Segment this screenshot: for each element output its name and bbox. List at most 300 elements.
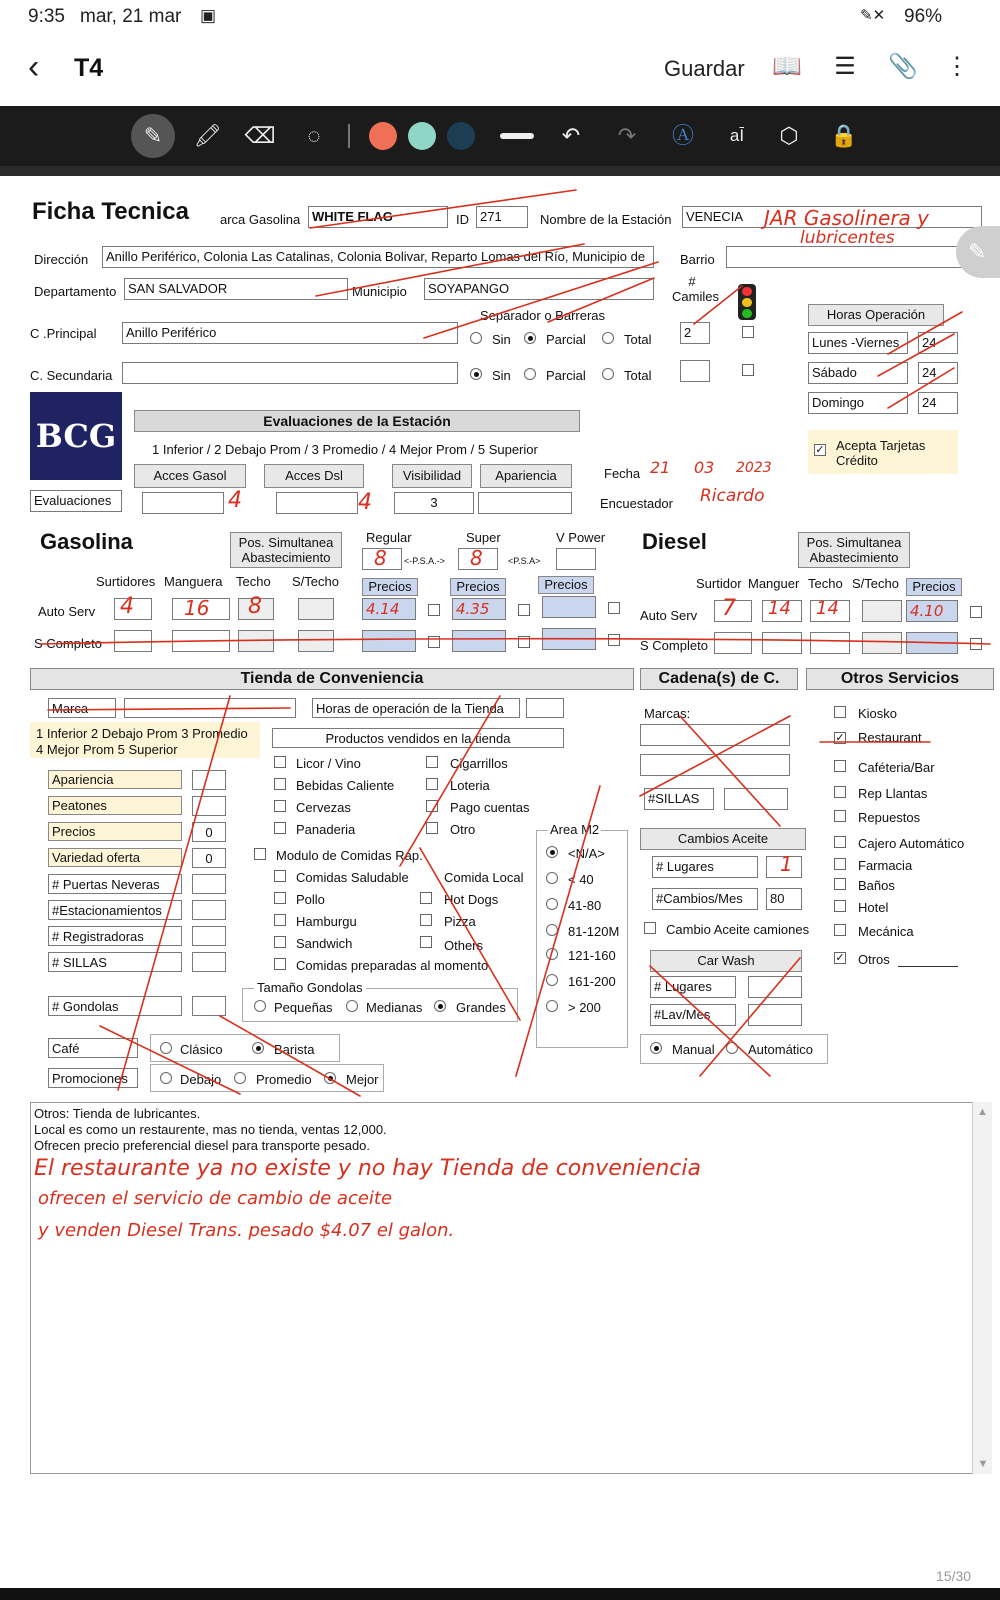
- horas-title: Horas Operación: [808, 304, 944, 326]
- gas-sc-check-3[interactable]: [608, 634, 620, 646]
- lunes-label: Lunes -Viernes: [808, 332, 908, 354]
- hw-station-name-2: lubricentes: [800, 228, 895, 248]
- acces-gasol-label: Acces Gasol: [134, 464, 246, 488]
- mejor-label: Mejor: [346, 1072, 379, 1087]
- marcas-label: Marcas:: [644, 706, 691, 721]
- t-variedad-field[interactable]: 0: [192, 848, 226, 868]
- vpower-psa-field[interactable]: [556, 548, 596, 570]
- t-estac-field[interactable]: [192, 900, 226, 920]
- promedio-radio[interactable]: [234, 1072, 246, 1084]
- t-estac-label: #Estacionamientos: [48, 900, 182, 920]
- diesel-sc-precio[interactable]: [906, 632, 958, 654]
- gas-sc-check-1[interactable]: [428, 636, 440, 648]
- id-field[interactable]: 271: [476, 206, 528, 228]
- preparadas-check[interactable]: [274, 958, 286, 970]
- sep1-parcial-label: Parcial: [546, 332, 586, 347]
- area-more-radio[interactable]: [546, 1000, 558, 1012]
- lunes-field[interactable]: 24: [918, 332, 958, 354]
- edit-float-icon[interactable]: ✎: [956, 226, 1000, 278]
- mute-icon: ✎✕: [860, 7, 886, 24]
- bebidas-label: Bebidas Caliente: [296, 778, 395, 793]
- pago-check[interactable]: [426, 800, 438, 812]
- precios-super-label: Precios: [450, 578, 506, 596]
- area-40-radio[interactable]: [546, 872, 558, 884]
- app-bar: [0, 34, 1000, 106]
- saludable-label: Comidas Saludable: [296, 870, 409, 885]
- others-label: Others: [444, 938, 484, 953]
- lugares-label: # Lugares: [652, 856, 758, 878]
- hw-diesel-precio: 4.10: [910, 602, 944, 620]
- lavmes-label: #Lav/Mes: [650, 1004, 736, 1026]
- productos-label: Productos vendidos en la tienda: [272, 728, 564, 748]
- sandw-check[interactable]: [274, 936, 286, 948]
- barista-radio[interactable]: [252, 1042, 264, 1054]
- loteria-check[interactable]: [426, 778, 438, 790]
- eraser-icon[interactable]: ⌫: [244, 123, 276, 148]
- scale-line-1: 1 Inferior 2 Debajo Prom 3 Promedio: [36, 726, 248, 741]
- t-puertas-label: # Puertas Neveras: [48, 874, 182, 894]
- cambiosmes-field[interactable]: 80: [766, 888, 802, 910]
- text-format-icon[interactable]: aĪ: [729, 126, 745, 145]
- evaluaciones-label: Evaluaciones: [30, 490, 122, 512]
- otros-label: Otros: [858, 952, 890, 967]
- farmacia-label: Farmacia: [858, 858, 913, 873]
- camiones-label: Cambio Aceite camiones: [666, 922, 810, 937]
- diesel-sc-check[interactable]: [970, 638, 982, 650]
- lasso-icon[interactable]: ◌: [307, 123, 321, 148]
- otros-check[interactable]: ✓: [835, 952, 845, 964]
- camiles-field-2[interactable]: [680, 360, 710, 382]
- cajero-check[interactable]: [834, 836, 846, 848]
- camiles-field[interactable]: 2: [680, 322, 710, 344]
- cervezas-label: Cervezas: [296, 800, 351, 815]
- traffic-light-icon: [738, 284, 756, 320]
- banos-check[interactable]: [834, 878, 846, 890]
- diesel-sc-techo[interactable]: [810, 632, 850, 654]
- hw-note-2: ofrecen el servicio de cambio de aceite: [38, 1188, 393, 1209]
- local-label: Comida Local: [444, 870, 524, 885]
- llantas-label: Rep Llantas: [858, 786, 928, 801]
- note-title: T4: [74, 54, 104, 82]
- area-80-label: 41-80: [568, 898, 602, 913]
- shapes-icon[interactable]: ⬡: [779, 123, 799, 148]
- form-title: Ficha Tecnica: [32, 198, 189, 225]
- restaurant-label: Restaurant: [858, 730, 922, 745]
- direccion-field[interactable]: Anillo Periférico, Colonia Las Catalinas, Colonia Bolivar, Reparto Lomas del Río, Municipio de: [102, 246, 654, 268]
- hw-super-psa: 8: [470, 546, 483, 570]
- techo-label: Techo: [236, 574, 271, 589]
- super-label: Super: [466, 530, 501, 545]
- otros-line: [898, 966, 958, 967]
- direccion-label: Dirección: [34, 252, 89, 267]
- gas-sc-precio-vp[interactable]: [542, 628, 596, 650]
- gas-sc-precio-sup[interactable]: [452, 630, 506, 652]
- cafe-label: Café: [48, 1038, 138, 1058]
- marca-label: arca Gasolina: [220, 212, 301, 227]
- gas-scompleto-label: S Completo: [34, 636, 102, 651]
- automatico-label: Automático: [748, 1042, 814, 1057]
- area-200-radio[interactable]: [546, 974, 558, 986]
- repuestos-check[interactable]: [834, 810, 846, 822]
- precios-regular-label: Precios: [362, 578, 418, 596]
- battery-level: 96%: [904, 6, 943, 27]
- psa-label-1: <-P.S.A.->: [404, 556, 445, 566]
- tarjetas-check[interactable]: ✓: [815, 444, 825, 456]
- sep2-total-label: Total: [624, 368, 652, 383]
- diesel-scompleto-label: S Completo: [640, 638, 708, 653]
- hw-eval-acces-dsl: 4: [358, 490, 372, 515]
- area-80-radio[interactable]: [546, 898, 558, 910]
- banos-label: Baños: [858, 878, 895, 893]
- diesel-autoserv-label: Auto Serv: [640, 608, 698, 623]
- highlighter-icon[interactable]: 🖍: [194, 123, 222, 148]
- camiones-check[interactable]: [644, 922, 656, 934]
- gallery-icon: ▣: [200, 6, 217, 25]
- hw-diesel-surt: 7: [722, 596, 736, 621]
- t-regis-field[interactable]: [192, 926, 226, 946]
- hw-encuestador: Ricardo: [700, 486, 765, 506]
- sep2-total-radio[interactable]: [602, 368, 614, 380]
- pollo-label: Pollo: [296, 892, 325, 907]
- farmacia-check[interactable]: [834, 858, 846, 870]
- loteria-label: Loteria: [450, 778, 490, 793]
- horas-tienda-label: Horas de operación de la Tienda: [312, 698, 520, 718]
- area-na-label: <N/A>: [568, 846, 605, 861]
- t-precios-field[interactable]: 0: [192, 822, 226, 842]
- gas-autoserv-label: Auto Serv: [38, 604, 96, 619]
- hw-regular-psa: 8: [374, 546, 387, 570]
- redo-icon[interactable]: ↷: [617, 123, 637, 148]
- hw-diesel-mang: 14: [768, 598, 791, 619]
- status-bar: [0, 0, 1000, 34]
- csecundaria-field[interactable]: [122, 362, 458, 384]
- t-apariencia-label: Apariencia: [48, 770, 182, 789]
- diesel-sc-mang[interactable]: [762, 632, 802, 654]
- hw-diesel-techo: 14: [816, 598, 839, 619]
- area-more-label: > 200: [568, 1000, 601, 1015]
- hotel-check[interactable]: [834, 900, 846, 912]
- attach-icon[interactable]: 📎: [888, 53, 918, 80]
- separador-label: Separador o Barreras: [480, 308, 606, 323]
- sep2-parcial-radio[interactable]: [524, 368, 536, 380]
- book-icon[interactable]: 📖: [772, 53, 802, 80]
- hw-fecha-day: 21: [650, 458, 671, 477]
- barrio-field[interactable]: [726, 246, 984, 268]
- pen-icon[interactable]: ✎: [131, 114, 175, 158]
- hw-fecha-month: 03: [694, 458, 715, 477]
- gas-pos-sim-label: Pos. Simultanea Abastecimiento: [230, 532, 342, 568]
- horas-tienda-field[interactable]: [526, 698, 564, 718]
- hotel-label: Hotel: [858, 900, 889, 915]
- lock-icon[interactable]: 🔒: [830, 123, 858, 148]
- toolbar-divider: [348, 124, 350, 148]
- encuestador-label: Encuestador: [600, 496, 673, 511]
- departamento-field[interactable]: SAN SALVADOR: [124, 278, 348, 300]
- cervezas-check[interactable]: [274, 800, 286, 812]
- otro-check[interactable]: [426, 822, 438, 834]
- psa-label-2: <P.S.A>: [508, 556, 541, 566]
- ink-strike-municipio: [424, 262, 658, 338]
- medianas-radio[interactable]: [346, 1000, 358, 1012]
- eval-scale: 1 Inferior / 2 Debajo Prom / 3 Promedio / 4 Mejor Prom / 5 Superior: [152, 442, 538, 457]
- camiles-label: # Camiles: [672, 274, 719, 304]
- domingo-field[interactable]: 24: [918, 392, 958, 414]
- tamano-label: Tamaño Gondolas: [254, 980, 366, 995]
- nav-bar: [0, 1588, 1000, 1600]
- grandes-radio[interactable]: [434, 1000, 446, 1012]
- mejor-radio[interactable]: [324, 1072, 336, 1084]
- t-peatones-label: Peatones: [48, 796, 182, 815]
- sep1-total-radio[interactable]: [602, 332, 614, 344]
- cprincipal-label: C .Principal: [30, 326, 97, 341]
- otro-label: Otro: [450, 822, 476, 837]
- t-peatones-field[interactable]: [192, 796, 226, 816]
- hw-station-name: JAR Gasolinera y: [764, 206, 930, 230]
- panaderia-check[interactable]: [274, 822, 286, 834]
- visibilidad-label: Visibilidad: [392, 464, 472, 488]
- eval-acces-gasol-field[interactable]: [142, 492, 224, 514]
- diesel-as-stecho[interactable]: [862, 600, 902, 622]
- hw-gas-techo: 8: [248, 594, 262, 619]
- c-sillas-label: #SILLAS: [644, 788, 714, 810]
- area-label: Area M2: [550, 822, 600, 837]
- pen-toolbar: [0, 106, 1000, 166]
- cafeteria-label: Caféteria/Bar: [858, 760, 935, 775]
- clasico-radio[interactable]: [160, 1042, 172, 1054]
- barrio-label: Barrio: [680, 252, 715, 267]
- t-gondolas-field[interactable]: [192, 996, 226, 1016]
- hw-gas-surt: 4: [120, 594, 134, 619]
- medianas-label: Medianas: [366, 1000, 423, 1015]
- diesel-pos-sim-label: Pos. Simultanea Abastecimiento: [798, 532, 910, 568]
- stroke-width-icon[interactable]: [500, 133, 534, 139]
- manguer-label: Manguer: [748, 576, 800, 591]
- t-gondolas-label: # Gondolas: [48, 996, 182, 1016]
- hw-note-1: El restaurante ya no existe y no hay Tienda de conveniencia: [34, 1156, 701, 1181]
- tarjetas-label: Acepta Tarjetas Crédito: [836, 438, 926, 468]
- grandes-label: Grandes: [456, 1000, 506, 1015]
- sep1-sin-radio[interactable]: [470, 332, 482, 344]
- others-check[interactable]: [420, 936, 432, 948]
- apariencia-label: Apariencia: [480, 464, 572, 488]
- area-120-radio[interactable]: [546, 924, 558, 936]
- hotdogs-check[interactable]: [420, 892, 432, 904]
- carwash-title: Car Wash: [650, 950, 802, 972]
- clasico-label: Clásico: [180, 1042, 223, 1057]
- color-swatch-coral[interactable]: [369, 122, 397, 150]
- cadena-header: Cadena(s) de C.: [640, 668, 798, 690]
- pizza-label: Pizza: [444, 914, 476, 929]
- cajero-label: Cajero Automático: [858, 836, 965, 851]
- fecha-label: Fecha: [604, 466, 641, 481]
- gas-sc-mang[interactable]: [172, 630, 230, 652]
- acces-dsl-label: Acces Dsl: [264, 464, 364, 488]
- t-apariencia-field[interactable]: [192, 770, 226, 790]
- back-icon[interactable]: ‹: [28, 48, 40, 86]
- camiles-check-1[interactable]: [742, 326, 754, 338]
- t-puertas-field[interactable]: [192, 874, 226, 894]
- pago-label: Pago cuentas: [450, 800, 530, 815]
- otros-servicios-header: Otros Servicios: [806, 668, 994, 690]
- estacion-field[interactable]: VENECIA: [682, 206, 982, 228]
- sep2-sin-radio[interactable]: [470, 368, 482, 380]
- camiles-check-2[interactable]: [742, 364, 754, 376]
- area-120-label: 81-120M: [568, 924, 620, 939]
- manual-label: Manual: [672, 1042, 715, 1057]
- pollo-check[interactable]: [274, 892, 286, 904]
- gas-sc-surt[interactable]: [114, 630, 152, 652]
- gas-sc-stecho[interactable]: [298, 630, 334, 652]
- lavmes-field[interactable]: [748, 1004, 802, 1026]
- hw-precio-super: 4.35: [456, 600, 490, 618]
- gas-as-precio-vp[interactable]: [542, 596, 596, 618]
- panaderia-label: Panaderia: [296, 822, 356, 837]
- cafeteria-check[interactable]: [834, 760, 846, 772]
- more-icon[interactable]: ⋮: [945, 53, 969, 80]
- repuestos-label: Repuestos: [858, 810, 921, 825]
- area-160-label: 121-160: [568, 948, 616, 963]
- t-precios-label: Precios: [48, 822, 182, 841]
- diesel-as-check[interactable]: [970, 606, 982, 618]
- saludable-check[interactable]: [274, 870, 286, 882]
- marcas-field-2[interactable]: [640, 754, 790, 776]
- sep1-parcial-radio[interactable]: [524, 332, 536, 344]
- id-label: ID: [456, 212, 469, 227]
- eval-title: Evaluaciones de la Estación: [134, 410, 580, 432]
- bcg-logo: BCG: [30, 392, 122, 480]
- marca-field[interactable]: WHITE FLAG: [308, 206, 448, 228]
- barista-label: Barista: [274, 1042, 315, 1057]
- pequenas-radio[interactable]: [254, 1000, 266, 1012]
- color-swatch-mint[interactable]: [408, 122, 436, 150]
- notes-line-2: Local es como un restaurente, mas no tienda, ventas 12,000.: [34, 1122, 387, 1137]
- modulo-label: Modulo de Comidas Ráp.: [276, 848, 423, 863]
- area-160-radio[interactable]: [546, 948, 558, 960]
- area-200-label: 161-200: [568, 974, 616, 989]
- scale-line-2: 4 Mejor Prom 5 Superior: [36, 742, 178, 757]
- t-sillas-field[interactable]: [192, 952, 226, 972]
- promociones-label: Promociones: [48, 1068, 138, 1088]
- diesel-techo-label: Techo: [808, 576, 843, 591]
- kiosko-label: Kiosko: [858, 706, 898, 721]
- sep1-sin-label: Sin: [492, 332, 511, 347]
- marca-tienda-field[interactable]: [124, 698, 296, 718]
- gas-sc-techo[interactable]: [238, 630, 274, 652]
- municipio-field[interactable]: SOYAPANGO: [424, 278, 654, 300]
- hw-fecha-year: 2023: [736, 460, 772, 476]
- sandw-label: Sandwich: [296, 936, 353, 951]
- marcas-field-1[interactable]: [640, 724, 790, 746]
- gas-sc-precio-reg[interactable]: [362, 630, 416, 652]
- eval-apariencia-field[interactable]: [478, 492, 572, 514]
- hamburg-check[interactable]: [274, 914, 286, 926]
- hw-note-3: y venden Diesel Trans. pesado $4.07 el galon.: [38, 1220, 455, 1241]
- c-sillas-field[interactable]: [724, 788, 788, 810]
- kiosko-check[interactable]: [834, 706, 846, 718]
- debajo-label: Debajo: [180, 1072, 222, 1087]
- gas-sc-check-2[interactable]: [518, 636, 530, 648]
- page-icon[interactable]: ☰: [834, 53, 856, 80]
- notes-line-3: Ofrecen precio preferencial diesel para transporte pesado.: [34, 1138, 371, 1153]
- diesel-precios-label: Precios: [906, 578, 962, 596]
- sabado-label: Sábado: [808, 362, 908, 384]
- licor-check[interactable]: [274, 756, 286, 768]
- promedio-label: Promedio: [256, 1072, 312, 1087]
- area-40-label: < 40: [568, 872, 594, 887]
- hotdogs-label: Hot Dogs: [444, 892, 499, 907]
- restaurant-check[interactable]: ✓: [835, 732, 845, 744]
- hw-gas-mang: 16: [184, 596, 210, 620]
- diesel-sc-stecho[interactable]: [862, 632, 902, 654]
- gas-as-check-2[interactable]: [518, 604, 530, 616]
- eval-acces-dsl-field[interactable]: [276, 492, 358, 514]
- tienda-header: Tienda de Conveniencia: [30, 668, 634, 690]
- diesel-sc-surt[interactable]: [714, 632, 752, 654]
- regular-label: Regular: [366, 530, 412, 545]
- t-variedad-label: Variedad oferta: [48, 848, 182, 867]
- manual-radio[interactable]: [650, 1042, 662, 1054]
- hamburg-label: Hamburgu: [296, 914, 357, 929]
- hw-lugares: 1: [780, 852, 793, 876]
- form-sheet: [0, 166, 1000, 1586]
- cambios-title: Cambios Aceite: [640, 828, 806, 850]
- color-swatch-navy[interactable]: [447, 122, 475, 150]
- page-indicator: 15/30: [936, 1568, 972, 1584]
- preparadas-label: Comidas preparadas al momento: [296, 958, 489, 973]
- area-na-radio[interactable]: [546, 846, 558, 858]
- gas-as-check-1[interactable]: [428, 604, 440, 616]
- debajo-radio[interactable]: [160, 1072, 172, 1084]
- municipio-label: Municipio: [352, 284, 407, 299]
- gas-as-check-3[interactable]: [608, 602, 620, 614]
- csecundaria-label: C. Secundaria: [30, 368, 113, 383]
- estacion-label: Nombre de la Estación: [540, 212, 672, 227]
- hw-precio-regular: 4.14: [366, 600, 400, 618]
- notes-line-1: Otros: Tienda de lubricantes.: [34, 1106, 201, 1121]
- handwriting-to-text-icon[interactable]: Ⓐ: [671, 123, 694, 148]
- vpower-label: V Power: [556, 530, 606, 545]
- cambiosmes-label: #Cambios/Mes: [652, 888, 758, 910]
- mecanica-label: Mecánica: [858, 924, 914, 939]
- hw-eval-acces-gasol: 4: [228, 488, 242, 513]
- cprincipal-field[interactable]: Anillo Periférico: [122, 322, 458, 344]
- diesel-title: Diesel: [642, 529, 707, 554]
- gas-as-stecho[interactable]: [298, 598, 334, 620]
- undo-icon[interactable]: ↶: [561, 123, 581, 148]
- surtidor-label: Surtidor: [696, 576, 742, 591]
- automatico-radio[interactable]: [726, 1042, 738, 1054]
- status-time: 9:35: [28, 6, 65, 27]
- area-group: [536, 830, 628, 1048]
- precios-vpower-label: Precios: [538, 576, 594, 594]
- gasolina-title: Gasolina: [40, 529, 133, 554]
- mecanica-check[interactable]: [834, 924, 846, 936]
- eval-visibilidad-field[interactable]: 3: [394, 492, 474, 514]
- licor-label: Licor / Vino: [296, 756, 361, 771]
- bebidas-check[interactable]: [274, 778, 286, 790]
- cigarrillos-label: Cigarrillos: [450, 756, 508, 771]
- notes-scrollbar[interactable]: ▲ ▼: [972, 1102, 992, 1474]
- modulo-check[interactable]: [254, 848, 266, 860]
- save-button[interactable]: Guardar: [664, 56, 745, 81]
- llantas-check[interactable]: [834, 786, 846, 798]
- sep2-sin-label: Sin: [492, 368, 511, 383]
- sep1-total-label: Total: [624, 332, 652, 347]
- cigarrillos-check[interactable]: [426, 756, 438, 768]
- lugares2-field[interactable]: [748, 976, 802, 998]
- pizza-check[interactable]: [420, 914, 432, 926]
- sabado-field[interactable]: 24: [918, 362, 958, 384]
